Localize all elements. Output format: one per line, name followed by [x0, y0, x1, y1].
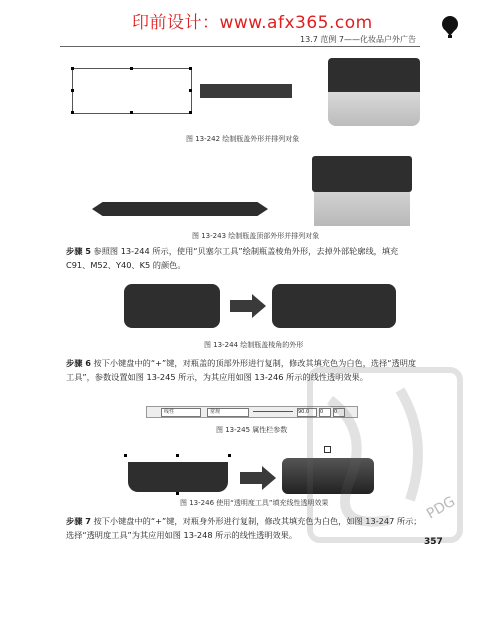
arrow-icon: [230, 300, 254, 312]
step-5-label: 步骤 5: [66, 246, 91, 256]
selected-cap-shape: [128, 462, 228, 492]
step-5-paragraph: [66, 244, 424, 272]
arrow-icon: [240, 472, 264, 484]
cap-edge-shape-right: [272, 284, 396, 328]
figure-13-244: [124, 284, 414, 336]
bottle-cap-with-top: [312, 156, 412, 226]
step-7-text: 按下小键盘中的“+”键，对瓶身外形进行复制，修改其填充色为白色，如图 13-247 所示；选择“透明度工具”为其应用如图 13-248 所示的线性透明效果。: [66, 516, 422, 540]
page-number: 357: [424, 537, 443, 547]
cap-edge-shape-left: [124, 284, 220, 328]
step-6-label: 步骤 6: [66, 358, 91, 368]
angle-field[interactable]: 90.0: [297, 408, 317, 417]
step-7-label: 步骤 7: [66, 516, 91, 526]
figure-13-242: [60, 52, 440, 132]
cap-top-flat-shape: [92, 202, 268, 216]
arrow-head-icon: [252, 294, 266, 318]
calligraphy-stamp: [300, 360, 470, 550]
header-rule: [60, 46, 420, 47]
fig-246-caption: 图 13-246 使用“透明度工具”填充线性透明效果: [180, 499, 329, 507]
fig-243-caption: 图 13-243 绘制瓶盖顶部外形并排列对象: [192, 232, 320, 240]
step-5-text: 参照图 13-244 所示，使用“贝塞尔工具”绘制瓶盖棱角外形，去掉外部轮廓线，填充 C91、M52、Y40、K5 的颜色。: [66, 246, 399, 270]
merge-mode-select[interactable]: 常规: [207, 408, 249, 417]
arrow-icon: [200, 84, 292, 98]
arrow-head-icon: [262, 466, 276, 490]
fig-245-caption: 图 13-245 属性栏参数: [216, 426, 288, 434]
transparency-type-select[interactable]: 线性: [161, 408, 201, 417]
selected-outline-rect: [72, 68, 192, 114]
watermark-text: 印前设计：www.afx365.com: [132, 13, 373, 33]
fig-244-caption: 图 13-244 绘制瓶盖棱角的外形: [204, 341, 304, 349]
balloon-icon: [441, 16, 459, 38]
stamp-text: PDG: [424, 493, 459, 523]
edge-field[interactable]: 0: [319, 408, 331, 417]
running-head: 13.7 范例 7——化妆品户外广告: [300, 35, 416, 44]
step-6-text: 按下小键盘中的“+”键，对瓶盖的顶部外形进行复制，修改其填充色为白色，选择“透明度工具”，参数设置如图 13-245 所示，为其应用如图 13-246 所示的线性透明效果。: [66, 358, 417, 382]
fill-field[interactable]: 0: [333, 408, 345, 417]
bottle-cap-shape: [328, 52, 420, 126]
opacity-slider[interactable]: [253, 411, 293, 412]
fig-242-caption: 图 13-242 绘制瓶盖外形并排列对象: [186, 135, 300, 143]
figure-13-243: [86, 152, 426, 227]
